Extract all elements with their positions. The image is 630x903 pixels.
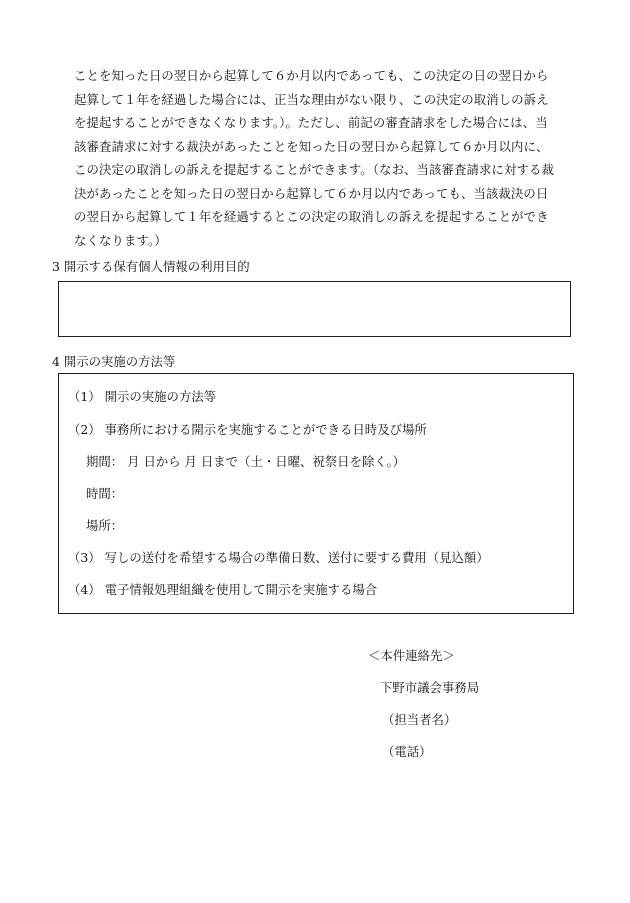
section4-heading: 4 開示の実施の方法等: [52, 354, 176, 369]
contact-person: （担当者名）: [382, 712, 457, 727]
time-line: 時間：: [86, 486, 124, 501]
place-line: 場所：: [86, 518, 124, 533]
paragraph-line: 起算して１年を経過した場合には、正当な理由がない限り、この決定の取消しの訴え: [74, 91, 549, 107]
item-2-office-disclosure: （2） 事務所における開示を実施することができる日時及び場所: [68, 422, 427, 437]
paragraph-line: を提起することができなくなります。）。ただし、前記の審査請求をした場合には、当: [74, 115, 548, 130]
contact-phone: （電話）: [382, 744, 432, 759]
paragraph-line: この決定の取消しの訴えを提起することができます。（なお、当該審査請求に対する裁: [74, 162, 554, 177]
item-1-method: （1） 開示の実施の方法等: [68, 389, 217, 404]
contact-office: 下野市議会事務局: [380, 680, 480, 695]
notice-paragraph: [74, 64, 584, 252]
disclosure-method-box: [58, 373, 574, 614]
item-3-copy-delivery: （3） 写しの送付を希望する場合の準備日数、送付に要する費用（見込額）: [68, 550, 489, 565]
period-line: 期間： 月 日から 月 日まで（土・日曜、祝祭日を除く。）: [86, 454, 406, 469]
paragraph-line: 決があったことを知った日の翌日から起算して６か月以内であっても、当該裁決の日: [74, 185, 549, 201]
section3-heading: 3 開示する保有個人情報の利用目的: [52, 259, 250, 274]
paragraph-line: 該審査請求に対する裁決があったことを知った日の翌日から起算して６か月以内に、: [74, 138, 549, 154]
purpose-box: [58, 281, 571, 337]
paragraph-line: の翌日から起算して１年を経過するとこの決定の取消しの訴えを提起することができ: [74, 209, 549, 224]
contact-title: ＜本件連絡先＞: [368, 648, 455, 663]
paragraph-line: ことを知った日の翌日から起算して６か月以内であっても、この決定の日の翌日から: [74, 68, 549, 83]
paragraph-line: なくなります。）: [74, 232, 167, 248]
item-4-electronic: （4） 電子情報処理組織を使用して開示を実施する場合: [68, 582, 378, 597]
